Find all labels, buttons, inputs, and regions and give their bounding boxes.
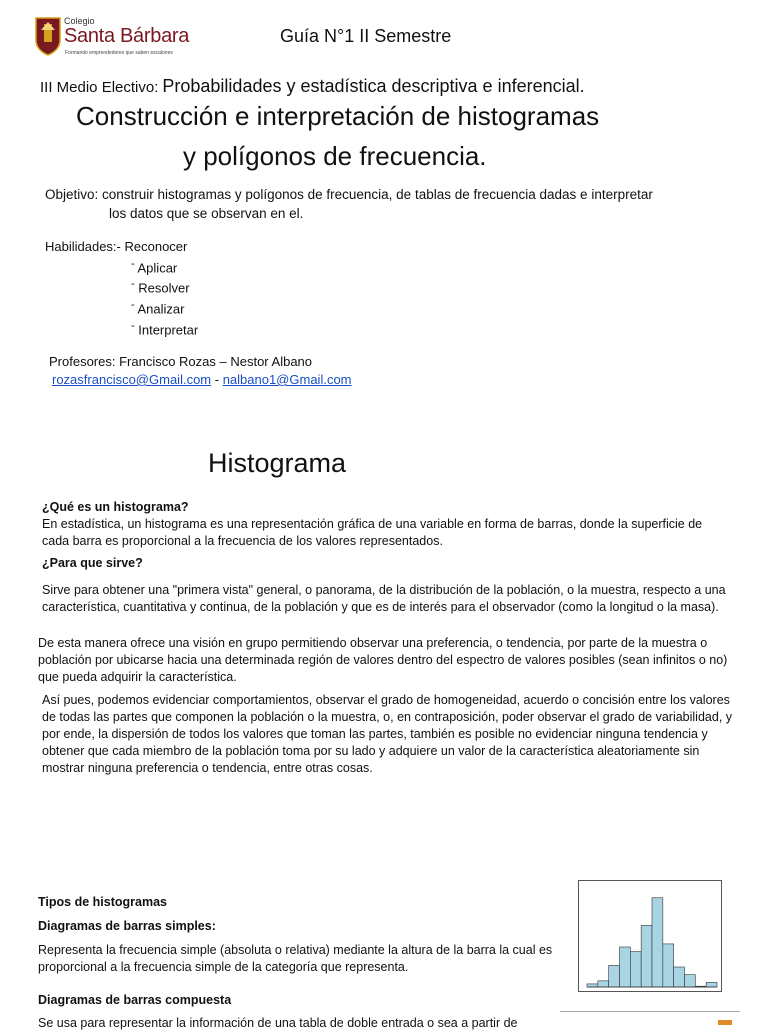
school-logo <box>35 14 195 58</box>
compound-bars-heading: Diagramas de barras compuesta <box>38 993 232 1007</box>
course-subject: Probabilidades y estadística descriptiva e inferencial. <box>162 76 585 96</box>
histogram-bar <box>641 925 652 987</box>
email-link-albano[interactable]: nalbano1@Gmail.com <box>222 372 352 387</box>
skill-item: - Analizar <box>131 299 185 317</box>
histogram-bar <box>663 944 674 987</box>
email-link-rozas[interactable]: rozasfrancisco@Gmail.com <box>52 372 212 387</box>
shield-icon <box>35 16 61 56</box>
skill-item: - Resolver <box>131 278 190 296</box>
logo-small-text: Colegio <box>64 16 95 26</box>
histogram-svg <box>579 881 721 991</box>
objective-line-2: los datos que se observan en el. <box>109 206 304 221</box>
chart-thumbnail-strip <box>560 1011 740 1025</box>
email-separator: - <box>211 372 223 387</box>
histogram-bar <box>587 984 598 987</box>
professors-names: Profesores: Francisco Rozas – Nestor Albano <box>49 354 313 369</box>
logo-tagline: Formando emprendedores que saben escalones <box>65 50 173 56</box>
paragraph-behaviour: Así pues, podemos evidenciar comportamientos, observar el grado de homogeneidad, acuerdo o concisión entre los valores de todas las partes que componen la población o la muestra, o, en contraposición, poder observar el grado de variabilidad, y por ende, la dispersión de todos los valores que toman las partes, también es posible no evidenciar ninguna tendencia y obtener que cada miembro de la población toma por su lado y adquiere un valor de la característica aleatoriamente sin mostrar ninguna preferencia o tendencia, entre otras cosas. <box>42 693 733 775</box>
skills-list <box>45 238 198 339</box>
skills-first: Habilidades:- Reconocer <box>45 239 188 254</box>
orange-marker <box>718 1020 732 1025</box>
page-title-line-2: y polígonos de frecuencia. <box>183 141 487 171</box>
types-heading: Tipos de histogramas <box>38 895 167 909</box>
answer-what: En estadística, un histograma es una representación gráfica de una variable en forma de barras, donde la superficie de cada barra es proporcional a la frecuencia de los valores representados. <box>42 517 703 548</box>
histogram-bar <box>598 981 609 987</box>
histogram-bar <box>609 965 620 987</box>
skill-item: - Aplicar <box>131 257 178 275</box>
logo-school-name: Santa Bárbara <box>64 25 190 47</box>
question-what: ¿Qué es un histograma? <box>42 500 189 514</box>
histogram-bar <box>674 967 685 987</box>
histogram-bar <box>630 952 641 987</box>
objective-line-1: Objetivo: construir histogramas y polígonos de frecuencia, de tablas de frecuencia dadas e interpretar <box>45 187 653 202</box>
histogram-bar <box>620 947 631 987</box>
simple-bars-text: Representa la frecuencia simple (absoluta o relativa) mediante la altura de la barra la cual es proporcional a la frecuencia simple de la categoría que representa. <box>38 943 553 974</box>
paragraph-tendency: De esta manera ofrece una visión en grupo permitiendo observar una preferencia, o tendencia, por parte de la muestra o población por ubicarse hacia una determinada región de valores dentro del espectro de valores posibles (sean infinitos o no) que pueda adquirir la característica. <box>38 636 728 684</box>
compound-bars-text: Se usa para representar la información de una tabla de doble entrada o sea a partir de <box>38 1016 518 1030</box>
answer-purpose: Sirve para obtener una "primera vista" general, o panorama, de la distribución de la población, o la muestra, respecto a una característica, cuantitativa y continua, de la población y que es de interés para el observador (como la longitud o la masa). <box>42 583 726 614</box>
course-level: III Medio Electivo: <box>40 79 159 96</box>
guide-number: Guía N°1 II Semestre <box>280 26 452 46</box>
simple-bars-heading: Diagramas de barras simples: <box>38 919 216 933</box>
course-line <box>40 76 585 97</box>
professors <box>49 353 352 389</box>
skill-item: - Interpretar <box>131 319 199 338</box>
section-heading: Histograma <box>208 448 347 478</box>
question-purpose: ¿Para que sirve? <box>42 556 143 570</box>
histogram-bar <box>652 898 663 987</box>
page-title-line-1: Construcción e interpretación de histogramas <box>76 101 600 131</box>
histogram-chart <box>578 880 722 992</box>
histogram-bar <box>685 975 696 987</box>
objective <box>45 185 725 223</box>
histogram-bar <box>706 982 717 987</box>
